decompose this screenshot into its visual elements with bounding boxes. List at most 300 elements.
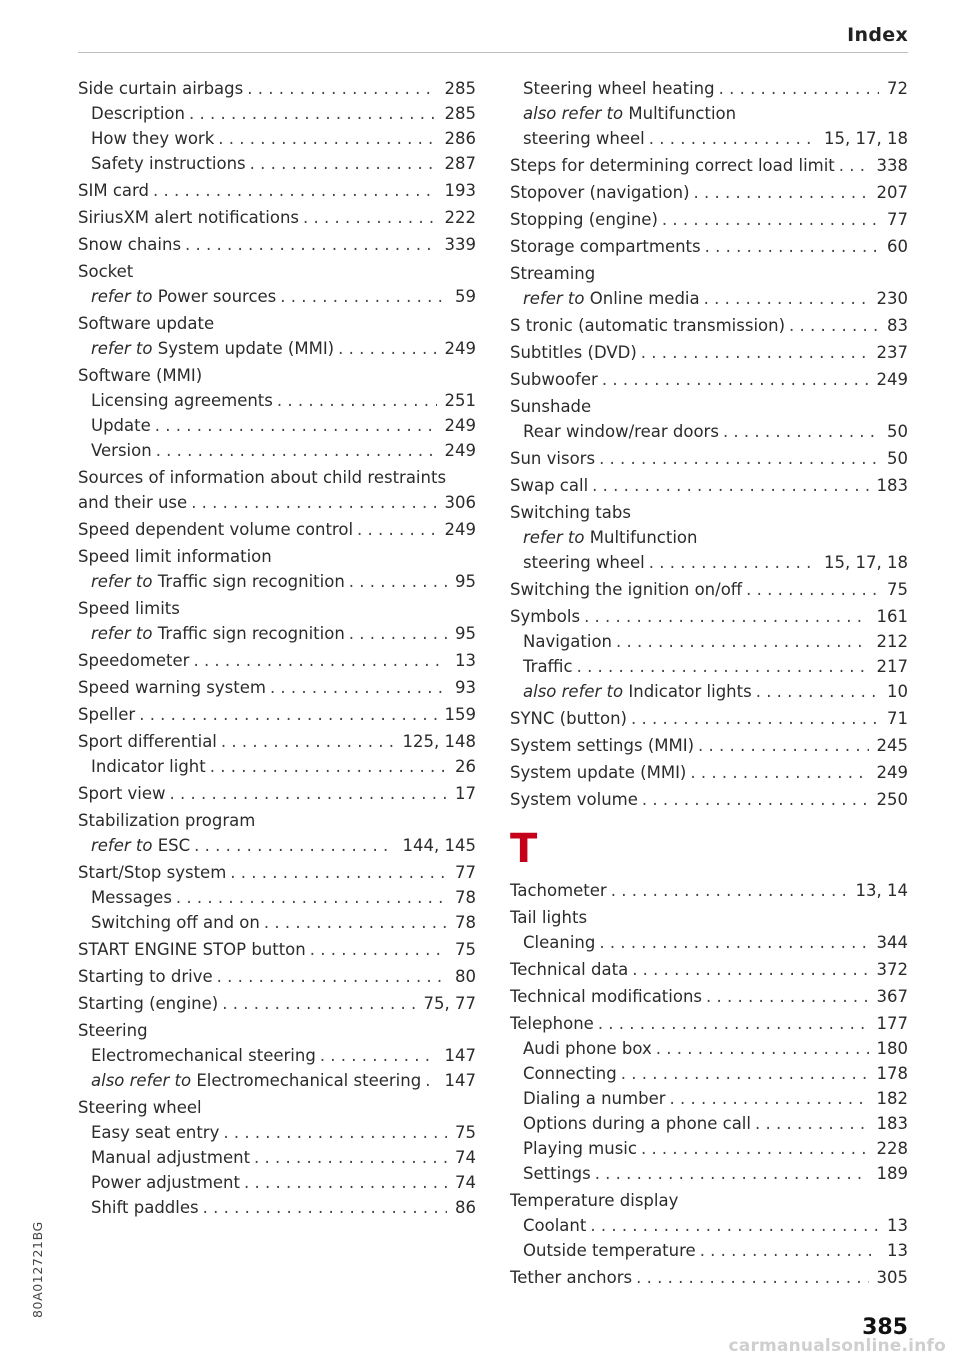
index-entry (78, 729, 476, 754)
index-entry (78, 336, 476, 361)
entry-text: Connecting (523, 1064, 617, 1083)
index-entry (78, 621, 476, 646)
page-reference: 59 (455, 287, 476, 306)
entry-term (510, 604, 580, 629)
entry-term (510, 1011, 594, 1036)
page-reference: 178 (876, 1064, 908, 1083)
dot-leader (704, 286, 869, 311)
entry-term (78, 648, 189, 673)
page-reference: 147 (444, 1071, 476, 1090)
page-reference: 286 (444, 129, 476, 148)
entry-text: Start/Stop system (78, 863, 227, 882)
entry-text: Stabilization program (78, 811, 256, 830)
dot-leader (425, 1068, 436, 1093)
page-reference: 86 (455, 1198, 476, 1217)
page-reference: 75 (455, 940, 476, 959)
dot-leader (670, 1086, 869, 1111)
entry-text: Subtitles (DVD) (510, 343, 637, 362)
dot-leader (598, 1011, 869, 1036)
entry-text: Power sources (157, 287, 277, 306)
entry-term (510, 394, 591, 419)
dot-leader (719, 76, 879, 101)
entry-term (510, 577, 742, 602)
dot-leader (746, 577, 879, 602)
entry-term (91, 1170, 240, 1195)
dot-leader (139, 702, 436, 727)
cross-reference-prefix: refer to (91, 624, 153, 643)
entry-term (91, 621, 345, 646)
entry-text: Traffic (523, 657, 573, 676)
page-reference: 287 (444, 154, 476, 173)
index-entry (78, 833, 476, 858)
index-entry (510, 1061, 908, 1086)
index-entry (78, 465, 476, 490)
entry-text: Software (MMI) (78, 366, 203, 385)
dot-leader (223, 1120, 447, 1145)
index-entry (510, 419, 908, 444)
index-entry (510, 367, 908, 392)
entry-text: Streaming (510, 264, 596, 283)
cross-reference-prefix: also refer to (523, 104, 624, 123)
index-entry (78, 808, 476, 833)
index-entry (510, 1188, 908, 1213)
page-reference: 230 (876, 289, 908, 308)
entry-text: ESC (157, 836, 191, 855)
entry-text: Speed warning system (78, 678, 266, 697)
page-reference: 367 (876, 987, 908, 1006)
page-reference: 71 (887, 709, 908, 728)
dot-leader (694, 180, 869, 205)
cross-reference-prefix: refer to (91, 287, 153, 306)
index-entry (510, 550, 908, 575)
entry-text: Speedometer (78, 651, 190, 670)
index-entry (78, 648, 476, 673)
entry-term (78, 1095, 202, 1120)
entry-text: S tronic (automatic transmission) (510, 316, 786, 335)
entry-text: Tether anchors (510, 1268, 633, 1287)
dot-leader (839, 153, 869, 178)
page-reference: 13, 14 (855, 881, 908, 900)
entry-term (91, 438, 152, 463)
entry-term (510, 957, 628, 982)
entry-term (91, 833, 190, 858)
dot-leader (755, 1111, 869, 1136)
index-entry (510, 1161, 908, 1186)
dot-leader (176, 885, 447, 910)
entry-text: System update (MMI) (157, 339, 335, 358)
entry-text: Safety instructions (91, 154, 246, 173)
index-entry (510, 1111, 908, 1136)
dot-leader (247, 76, 436, 101)
page-reference: 251 (444, 391, 476, 410)
page-reference: 249 (444, 520, 476, 539)
page-reference: 339 (444, 235, 476, 254)
page-reference: 13 (887, 1241, 908, 1260)
entry-term (78, 1018, 148, 1043)
index-entry (78, 101, 476, 126)
index-entry (510, 313, 908, 338)
entry-text: Multifunction (628, 104, 737, 123)
entry-text: Messages (91, 888, 172, 907)
page-reference: 159 (444, 705, 476, 724)
page-reference: 17 (455, 784, 476, 803)
dot-leader (705, 234, 879, 259)
entry-text: Switching off and on (91, 913, 260, 932)
page-reference: 344 (876, 933, 908, 952)
entry-term (78, 363, 202, 388)
entry-text: System update (MMI) (510, 763, 687, 782)
page-reference: 74 (455, 1148, 476, 1167)
index-entry (78, 413, 476, 438)
entry-term (91, 569, 345, 594)
dot-leader (222, 991, 415, 1016)
entry-text: and their use (78, 493, 188, 512)
dot-leader (320, 1043, 437, 1068)
dot-leader (642, 787, 869, 812)
entry-term (78, 991, 218, 1016)
index-entry (78, 910, 476, 935)
page-reference: 237 (876, 343, 908, 362)
entry-term (510, 207, 658, 232)
entry-term (523, 1061, 617, 1086)
entry-text: Tachometer (510, 881, 607, 900)
entry-term (78, 808, 255, 833)
dot-leader (698, 733, 868, 758)
index-entry (510, 525, 908, 550)
page-reference: 217 (876, 657, 908, 676)
page-reference: 212 (876, 632, 908, 651)
entry-text: Coolant (523, 1216, 587, 1235)
entry-term (523, 1036, 652, 1061)
page-reference: 177 (876, 1014, 908, 1033)
dot-leader (599, 446, 879, 471)
entry-text: How they work (91, 129, 215, 148)
index-entry (510, 733, 908, 758)
entry-text: Playing music (523, 1139, 637, 1158)
dot-leader (641, 340, 869, 365)
index-entry (78, 1018, 476, 1043)
cross-reference-prefix: refer to (91, 339, 153, 358)
entry-text: Traffic sign recognition (157, 572, 345, 591)
entry-text: Stopover (navigation) (510, 183, 690, 202)
dot-leader (310, 937, 447, 962)
entry-term (91, 336, 334, 361)
entry-term (523, 629, 612, 654)
page-reference: 10 (887, 682, 908, 701)
entry-text: Switching tabs (510, 503, 631, 522)
index-entry (78, 151, 476, 176)
cross-reference-prefix: refer to (523, 289, 585, 308)
dot-leader (357, 517, 436, 542)
page-reference: 189 (876, 1164, 908, 1183)
entry-term (523, 654, 573, 679)
index-entry (510, 1265, 908, 1290)
entry-text: Description (91, 104, 185, 123)
index-entry (510, 126, 908, 151)
entry-term (78, 596, 180, 621)
index-entry (510, 654, 908, 679)
index-entry (510, 1011, 908, 1036)
entry-term (523, 76, 715, 101)
index-entry (510, 76, 908, 101)
entry-text: Power adjustment (91, 1173, 240, 1192)
index-entry (78, 1145, 476, 1170)
index-entry (78, 1120, 476, 1145)
index-entry (510, 207, 908, 232)
entry-text: Licensing agreements (91, 391, 273, 410)
dot-leader (250, 151, 437, 176)
dot-leader (690, 760, 868, 785)
entry-term (523, 930, 595, 955)
entry-text: Side curtain airbags (78, 79, 244, 98)
entry-term (523, 1111, 751, 1136)
page-reference: 249 (876, 763, 908, 782)
entry-text: Traffic sign recognition (157, 624, 345, 643)
index-entry (510, 101, 908, 126)
page-reference: 183 (876, 1114, 908, 1133)
entry-term (510, 234, 701, 259)
index-entry (510, 473, 908, 498)
section-letter: T (510, 826, 538, 872)
index-entry (78, 675, 476, 700)
entry-term (510, 1265, 632, 1290)
dot-leader (170, 781, 447, 806)
dot-leader (636, 1265, 868, 1290)
entry-term (78, 517, 353, 542)
entry-text: Sources of information about child restraints (78, 468, 447, 487)
entry-term (523, 679, 752, 704)
entry-term (510, 706, 627, 731)
entry-text: Cleaning (523, 933, 596, 952)
index-entry (78, 363, 476, 388)
entry-term (523, 1213, 586, 1238)
index-entry (510, 930, 908, 955)
dot-leader (621, 1061, 869, 1086)
entry-term (510, 733, 694, 758)
entry-term (78, 490, 187, 515)
entry-term (91, 126, 214, 151)
page-reference: 249 (444, 339, 476, 358)
entry-text: Rear window/rear doors (523, 422, 719, 441)
index-entry (78, 517, 476, 542)
entry-text: System volume (510, 790, 638, 809)
entry-term (510, 153, 835, 178)
dot-leader (599, 930, 868, 955)
dot-leader (723, 419, 879, 444)
entry-term (523, 1136, 637, 1161)
entry-term (523, 1238, 696, 1263)
page-reference: 26 (455, 757, 476, 776)
page-reference: 125, 148 (402, 732, 476, 751)
watermark: carmanualsonline.info (728, 1336, 946, 1356)
index-entry (78, 1170, 476, 1195)
dot-leader (349, 569, 447, 594)
index-entry (78, 781, 476, 806)
index-entry (510, 446, 908, 471)
page-reference: 15, 17, 18 (824, 129, 908, 148)
index-entry (510, 787, 908, 812)
dot-leader (756, 679, 879, 704)
page-reference: 245 (876, 736, 908, 755)
page-reference: 74 (455, 1173, 476, 1192)
dot-leader (218, 126, 436, 151)
page-reference: 78 (455, 913, 476, 932)
index-entry (510, 706, 908, 731)
dot-leader (270, 675, 447, 700)
index-entry (510, 604, 908, 629)
entry-text: Sport differential (78, 732, 217, 751)
index-entry (78, 259, 476, 284)
index-entry (78, 964, 476, 989)
entry-term (510, 313, 785, 338)
header-divider (78, 52, 908, 53)
entry-text: Speed limit information (78, 547, 272, 566)
cross-reference-prefix: refer to (523, 528, 585, 547)
entry-text: Manual adjustment (91, 1148, 251, 1167)
dot-leader (641, 1136, 869, 1161)
page-reference: 228 (876, 1139, 908, 1158)
entry-text: Easy seat entry (91, 1123, 220, 1142)
entry-text: Multifunction (589, 528, 698, 547)
page-reference: 250 (876, 790, 908, 809)
page-reference: 60 (887, 237, 908, 256)
entry-text: Sunshade (510, 397, 592, 416)
entry-text: Technical modifications (510, 987, 703, 1006)
entry-term (91, 1120, 219, 1145)
index-entry (510, 180, 908, 205)
dot-leader (264, 910, 447, 935)
entry-term (510, 984, 702, 1009)
entry-term (78, 937, 306, 962)
dot-leader (280, 284, 447, 309)
page-reference: 285 (444, 79, 476, 98)
index-entry (78, 991, 476, 1016)
index-entry (78, 596, 476, 621)
entry-text: Temperature display (510, 1191, 679, 1210)
dot-leader (277, 388, 437, 413)
entry-text: Symbols (510, 607, 581, 626)
entry-text: Options during a phone call (523, 1114, 751, 1133)
index-entry (78, 205, 476, 230)
page-reference: 183 (876, 476, 908, 495)
index-entry (510, 500, 908, 525)
entry-term (91, 413, 151, 438)
index-entry (510, 629, 908, 654)
dot-leader (303, 205, 437, 230)
entry-term (523, 1161, 591, 1186)
entry-term (78, 205, 299, 230)
entry-text: Outside temperature (523, 1241, 696, 1260)
page-reference: 83 (887, 316, 908, 335)
entry-text: Dialing a number (523, 1089, 666, 1108)
index-entry (510, 261, 908, 286)
entry-term (91, 754, 206, 779)
index-entry (510, 878, 908, 903)
page-reference: 15, 17, 18 (824, 553, 908, 572)
entry-term (91, 388, 273, 413)
entry-text: Settings (523, 1164, 591, 1183)
index-entry (510, 1036, 908, 1061)
dot-leader (577, 654, 869, 679)
entry-text: Storage compartments (510, 237, 701, 256)
entry-term (510, 340, 637, 365)
index-entry (78, 1095, 476, 1120)
entry-text: Starting to drive (78, 967, 213, 986)
entry-term (78, 76, 243, 101)
dot-leader (338, 336, 436, 361)
dot-leader (590, 1213, 879, 1238)
index-entry (510, 234, 908, 259)
dot-leader (592, 473, 868, 498)
entry-term (510, 787, 638, 812)
entry-term (78, 675, 266, 700)
entry-term (91, 1195, 199, 1220)
dot-leader (193, 648, 447, 673)
page-reference: 182 (876, 1089, 908, 1108)
index-entry (510, 984, 908, 1009)
page-reference: 161 (876, 607, 908, 626)
dot-leader (700, 1238, 879, 1263)
entry-term (78, 544, 272, 569)
entry-text: Indicator lights (628, 682, 752, 701)
entry-text: Online media (589, 289, 700, 308)
entry-text: Speed limits (78, 599, 180, 618)
entry-term (523, 1086, 666, 1111)
entry-text: Technical data (510, 960, 629, 979)
dot-leader (602, 367, 869, 392)
page-reference: 180 (876, 1039, 908, 1058)
entry-text: Speller (78, 705, 136, 724)
entry-text: Audi phone box (523, 1039, 652, 1058)
entry-text: Socket (78, 262, 134, 281)
dot-leader (349, 621, 447, 646)
entry-text: Indicator light (91, 757, 206, 776)
dot-leader (611, 878, 848, 903)
entry-term (78, 311, 214, 336)
index-entry (78, 490, 476, 515)
page-reference: 77 (887, 210, 908, 229)
dot-leader (221, 729, 395, 754)
entry-term (510, 500, 631, 525)
entry-term (78, 729, 217, 754)
dot-leader (649, 550, 816, 575)
entry-term (91, 1068, 421, 1093)
entry-text: Electromechanical steering (91, 1046, 316, 1065)
dot-leader (595, 1161, 869, 1186)
dot-leader (153, 178, 437, 203)
dot-leader (656, 1036, 869, 1061)
index-entry (510, 340, 908, 365)
page-reference: 285 (444, 104, 476, 123)
entry-text: Subwoofer (510, 370, 598, 389)
index-entry (510, 679, 908, 704)
entry-term (91, 885, 172, 910)
page-reference: 338 (876, 156, 908, 175)
index-entry (510, 577, 908, 602)
entry-text: Tail lights (510, 908, 588, 927)
index-entry (78, 754, 476, 779)
index-entry (510, 905, 908, 930)
entry-text: Steering (78, 1021, 148, 1040)
entry-term (510, 1188, 678, 1213)
page-reference: 193 (444, 181, 476, 200)
page-reference: 75, 77 (423, 994, 476, 1013)
dot-leader (584, 604, 868, 629)
entry-text: Stopping (engine) (510, 210, 658, 229)
entry-term (78, 465, 446, 490)
index-entry (510, 1238, 908, 1263)
index-entry (78, 885, 476, 910)
